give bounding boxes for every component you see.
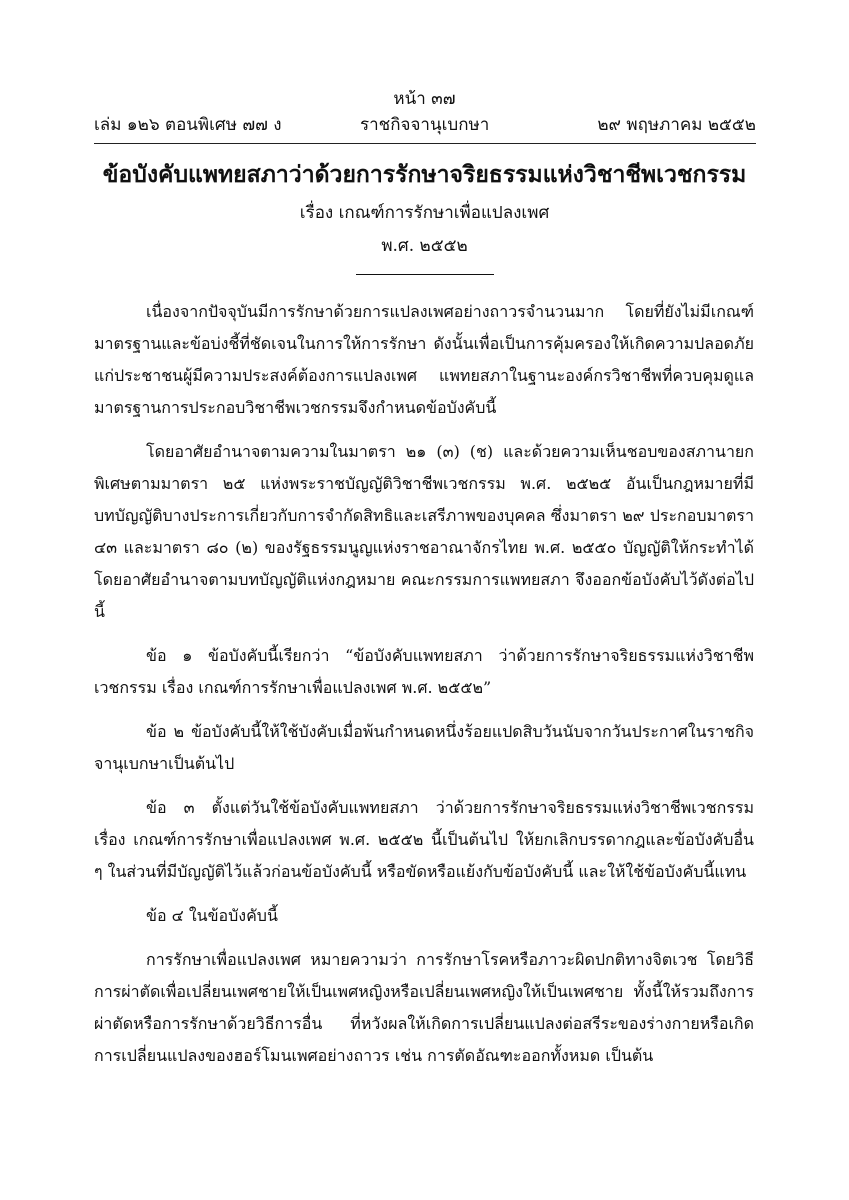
clause-1: ข้อ ๑ ข้อบังคับนี้เรียกว่า “ข้อบังคับแพทยสภา ว่าด้วยการรักษาจริยธรรมแห่งวิชาชีพเวชกรรม เรื่อง เกณฑ์การรักษาเพื่อแปลงเพศ พ.ศ. ๒๕๕๒” [94,646,754,697]
clause-2: ข้อ ๒ ข้อบังคับนี้ให้ใช้บังคับเมื่อพ้นกำหนดหนึ่งร้อยแปดสิบวันนับจากวันประกาศในราชกิจจานุเบกษาเป็นต้นไป [94,722,754,773]
gazette-header [94,113,756,137]
clause-3: ข้อ ๓ ตั้งแต่วันใช้ข้อบังคับแพทยสภา ว่าด้วยการรักษาจริยธรรมแห่งวิชาชีพเวชกรรม เรื่อง เกณฑ์การรักษาเพื่อแปลงเพศ พ.ศ. ๒๕๕๒ นี้เป็นต้นไป ให้ยกเลิกบรรดากฎและข้อบังคับอื่น ๆ ในส่วนที่มีบัญญัติไว้แล้วก่อนข้อบังคับนี้ หรือขัดหรือแย้งกับข้อบังคับนี้ และให้ใช้ข้อบังคับนี้แทน [94,798,754,881]
document-title: ข้อบังคับแพทยสภาว่าด้วยการรักษาจริยธรรมแห่งวิชาชีพเวชกรรม [102,161,747,188]
publication-date: ๒๙ พฤษภาคม ๒๕๕๒ [597,115,756,135]
gazette-name: ราชกิจจานุเบกษา [360,115,490,135]
clause-4: ข้อ ๔ ในข้อบังคับนี้ [146,906,278,925]
header-divider [94,143,756,144]
volume-issue: เล่ม ๑๒๖ ตอนพิเศษ ๗๗ ง [94,115,282,135]
document-year: พ.ศ. ๒๕๕๒ [381,236,468,256]
page-number: หน้า ๓๗ [393,89,456,109]
document-body [94,296,754,1072]
title-divider [356,274,494,275]
definition-paragraph: การรักษาเพื่อแปลงเพศ หมายความว่า การรักษาโรคหรือภาวะผิดปกติทางจิตเวช โดยวิธีการผ่าตัดเพื่อเปลี่ยนเพศชายให้เป็นเพศหญิงหรือเปลี่ยนเพศหญิงให้เป็นเพศชาย ทั้งนี้ให้รวมถึงการผ่าตัดหรือการรักษาด้วยวิธีการอื่น ที่หวังผลให้เกิดการเปลี่ยนแปลงต่อสรีระของร่างกายหรือเกิดการเปลี่ยนแปลงของฮอร์โมนเพศอย่างถาวร เช่น การตัดอัณฑะออกทั้งหมด เป็นต้น [94,950,754,1065]
authority-paragraph: โดยอาศัยอำนาจตามความในมาตรา ๒๑ (๓) (ช) และด้วยความเห็นชอบของสภานายกพิเศษตามมาตรา ๒๕ แห่งพระราชบัญญัติวิชาชีพเวชกรรม พ.ศ. ๒๕๒๕ อันเป็นกฎหมายที่มีบทบัญญัติบางประการเกี่ยวกับการจำกัดสิทธิและเสรีภาพของบุคคล ซึ่งมาตรา ๒๙ ประกอบมาตรา ๔๓ และมาตรา ๘๐ (๒) ของรัฐธรรมนูญแห่งราชอาณาจักรไทย พ.ศ. ๒๕๕๐ บัญญัติให้กระทำได้โดยอาศัยอำนาจตามบทบัญญัติแห่งกฎหมาย คณะกรรมการแพทยสภา จึงออกข้อบังคับไว้ดังต่อไปนี้ [94,442,754,621]
document-subject: เรื่อง เกณฑ์การรักษาเพื่อแปลงเพศ [299,203,550,223]
preamble-paragraph: เนื่องจากปัจจุบันมีการรักษาด้วยการแปลงเพศอย่างถาวรจำนวนมาก โดยที่ยังไม่มีเกณฑ์มาตรฐานและข้อบ่งชี้ที่ชัดเจนในการให้การรักษา ดังนั้นเพื่อเป็นการคุ้มครองให้เกิดความปลอดภัยแก่ประชาชนผู้มีความประสงค์ต้องการแปลงเพศ แพทยสภาในฐานะองค์กรวิชาชีพที่ควบคุมดูแลมาตรฐานการประกอบวิชาชีพเวชกรรมจึงกำหนดข้อบังคับนี้ [94,302,754,417]
